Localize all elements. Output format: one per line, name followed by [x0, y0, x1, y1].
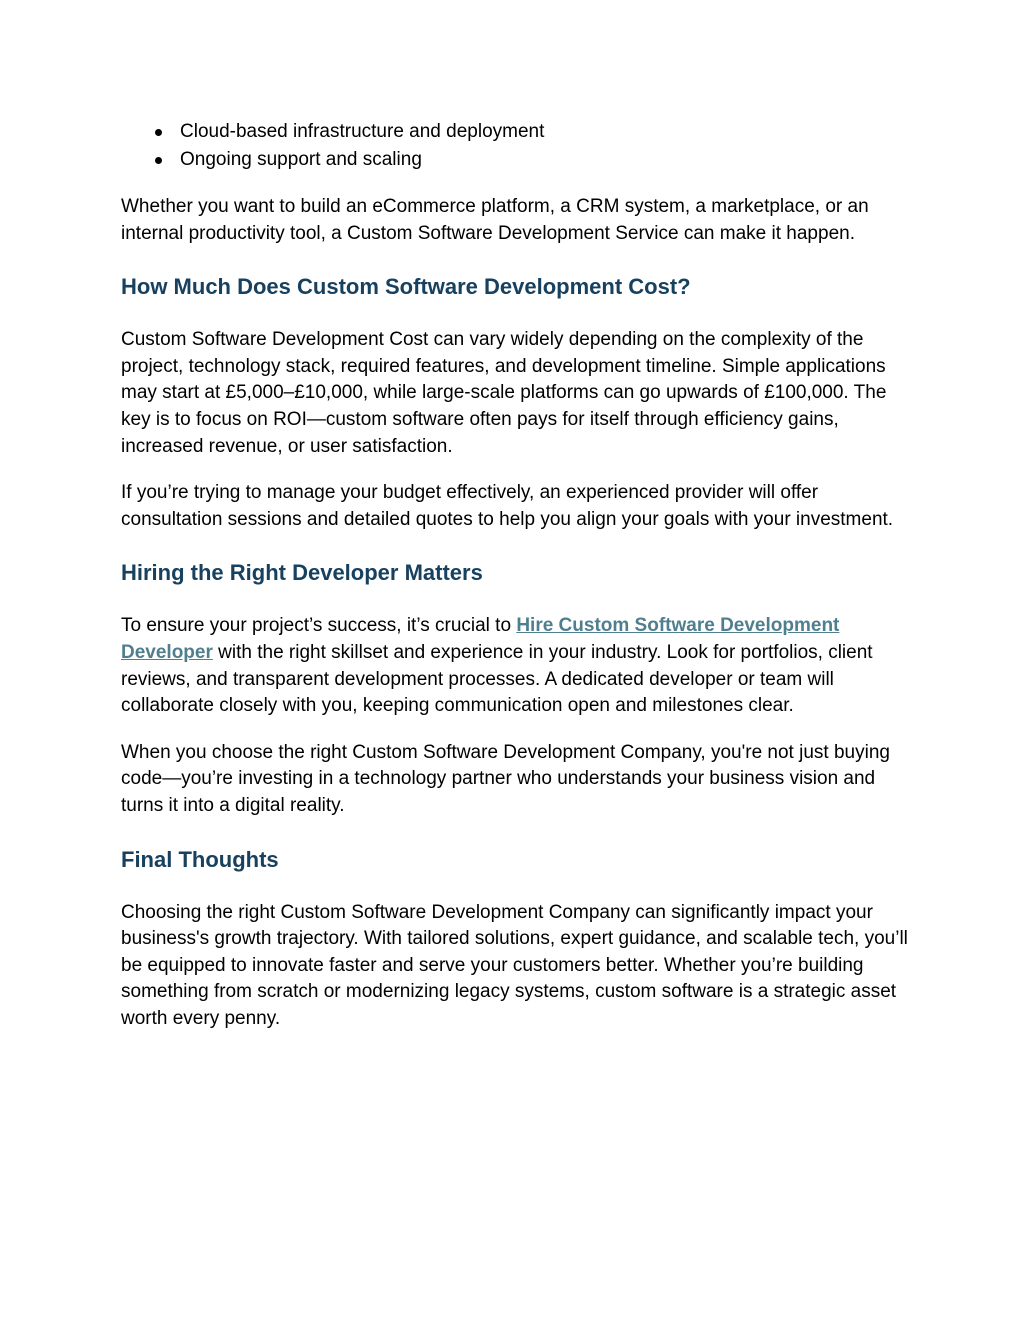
bullet-icon [155, 129, 162, 136]
bullet-list [121, 118, 911, 174]
cost-heading: How Much Does Custom Software Development Cost? [121, 274, 691, 300]
final-paragraph-1: Choosing the right Custom Software Development Company can significantly impact your business's growth trajectory. With tailored solutions, expert guidance, and scalable tech, you’ll be equipped to innovate faster and serve your customers better. Whether you’re building something from scratch or modernizing legacy systems, custom software is a strategic asset worth every penny. [121, 901, 908, 1029]
document-body [121, 118, 911, 1032]
hiring-text-after-link: with the right skillset and experience in your industry. Look for portfolios, client reviews, and transparent development processes. A dedicated developer or team will collaborate closely with you, keeping communication open and milestones clear. [121, 641, 873, 717]
hiring-paragraph-2: When you choose the right Custom Software Development Company, you're not just buying code—you’re investing in a technology partner who understands your business vision and turns it into a digital reality. [121, 741, 890, 816]
hiring-text-before-link: To ensure your project’s success, it’s crucial to [121, 615, 517, 637]
final-heading: Final Thoughts [121, 846, 279, 872]
list-item-text: Ongoing support and scaling [180, 149, 422, 170]
intro-paragraph: Whether you want to build an eCommerce platform, a CRM system, a marketplace, or an internal productivity tool, a Custom Software Development Service can make it happen. [121, 196, 869, 244]
bullet-icon [155, 157, 162, 164]
hire-developer-link[interactable]: Hire Custom Software Development Developer [121, 615, 840, 663]
list-item [121, 146, 911, 174]
list-item-text: Cloud-based infrastructure and deployment [180, 121, 545, 142]
cost-paragraph-2: If you’re trying to manage your budget effectively, an experienced provider will offer consultation sessions and detailed quotes to help you align your goals with your investment. [121, 482, 894, 530]
hiring-heading: Hiring the Right Developer Matters [121, 560, 483, 586]
hiring-paragraph-1 [121, 613, 911, 719]
cost-paragraph-1: Custom Software Development Cost can vary widely depending on the complexity of the project, technology stack, required features, and development timeline. Simple applications may start at £5,000–£10,000, while large-scale platforms can go upwards of £100,000. The key is to focus on ROI—custom software often pays for itself through efficiency gains, increased revenue, or user satisfaction. [121, 329, 887, 457]
list-item [121, 118, 911, 146]
